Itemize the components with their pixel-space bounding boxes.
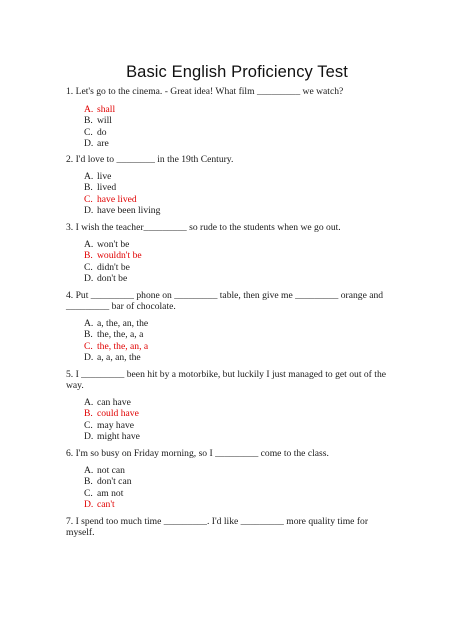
question-2 bbox=[66, 154, 386, 165]
question-stem: 6. I'm so busy on Friday morning, so I _________ come to the class. bbox=[66, 448, 329, 459]
option-d: D. a, a, an, the bbox=[84, 352, 141, 364]
option-b: B. will bbox=[84, 115, 112, 127]
question-stem: 4. Put _________ phone on _________ table, then give me _________ orange and _________ bar of chocolate. bbox=[66, 290, 384, 313]
question-7 bbox=[66, 516, 386, 539]
page-title: Basic English Proficiency Test bbox=[126, 63, 348, 81]
option-b: B. wouldn't be bbox=[84, 250, 142, 262]
option-c: C. do bbox=[84, 126, 107, 138]
question-stem: 5. I _________ been hit by a motorbike, but luckily I just managed to get out of the way. bbox=[66, 369, 386, 392]
option-c: C. have lived bbox=[84, 193, 137, 205]
option-c: C. the, the, an, a bbox=[84, 340, 149, 352]
answer-options-6 bbox=[84, 465, 132, 511]
option-a: A. shall bbox=[84, 104, 116, 115]
option-a: A. can have bbox=[84, 397, 131, 408]
option-d: D. might have bbox=[84, 431, 140, 443]
option-a: A. live bbox=[84, 171, 112, 182]
option-d: D. are bbox=[84, 138, 109, 150]
answer-options-4 bbox=[84, 318, 148, 364]
question-stem: 3. I wish the teacher_________ so rude to the students when we go out. bbox=[66, 222, 341, 233]
option-d: D. can't bbox=[84, 499, 115, 511]
question-stem: 7. I spend too much time _________. I'd like _________ more quality time for myself. bbox=[66, 516, 369, 539]
answer-options-5 bbox=[84, 397, 140, 443]
answer-options-3 bbox=[84, 239, 142, 285]
option-d: D. have been living bbox=[84, 205, 161, 217]
option-a: A. not can bbox=[84, 465, 125, 476]
option-b: B. the, the, a, a bbox=[84, 329, 144, 341]
option-b: B. don't can bbox=[84, 476, 132, 488]
question-4 bbox=[66, 290, 386, 313]
option-b: B. lived bbox=[84, 182, 117, 194]
question-5 bbox=[66, 369, 386, 392]
option-b: B. could have bbox=[84, 408, 139, 420]
answer-options-1 bbox=[84, 104, 115, 150]
option-c: C. may have bbox=[84, 419, 135, 431]
question-stem: 1. Let's go to the cinema. - Great idea! What film _________ we watch? bbox=[66, 86, 344, 97]
option-c: C. am not bbox=[84, 487, 124, 499]
question-1 bbox=[66, 86, 386, 97]
question-6 bbox=[66, 448, 386, 459]
answer-options-2 bbox=[84, 171, 160, 217]
option-c: C. didn't be bbox=[84, 261, 130, 273]
option-a: A. a, the, an, the bbox=[84, 318, 149, 329]
question-stem: 2. I'd love to ________ in the 19th Century. bbox=[66, 154, 234, 165]
option-a: A. won't be bbox=[84, 239, 130, 250]
option-d: D. don't be bbox=[84, 273, 128, 285]
question-3 bbox=[66, 222, 386, 233]
